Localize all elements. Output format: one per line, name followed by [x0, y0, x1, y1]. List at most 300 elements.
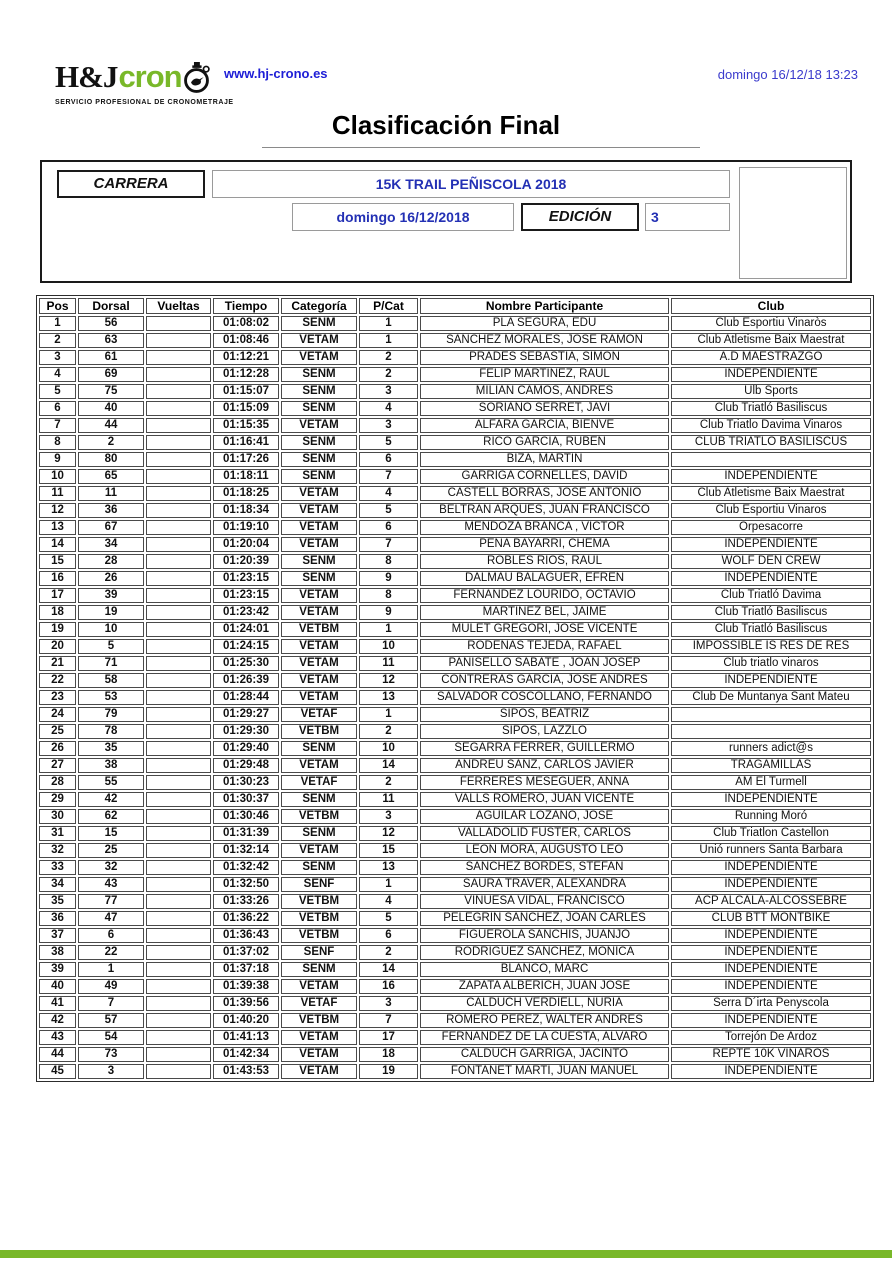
cell-tiempo: 01:23:15: [213, 588, 279, 603]
cell-pcat: 16: [359, 979, 418, 994]
cell-nombre: MARTINEZ BEL, JAIME: [420, 605, 669, 620]
column-header-dorsal: Dorsal: [78, 298, 144, 314]
cell-pos: 28: [39, 775, 76, 790]
cell-nombre: FERRERES MESEGUER, ANNA: [420, 775, 669, 790]
cell-categoria: VETAM: [281, 333, 357, 348]
cell-vueltas: [146, 656, 211, 671]
cell-club: CLUB BTT MONTBIKE: [671, 911, 871, 926]
cell-pos: 34: [39, 877, 76, 892]
cell-pcat: 5: [359, 911, 418, 926]
cell-dorsal: 58: [78, 673, 144, 688]
table-row: [39, 1047, 871, 1062]
table-row: [39, 1013, 871, 1028]
cell-nombre: SAURA TRAVER, ALEXANDRA: [420, 877, 669, 892]
cell-nombre: BLANCO, MARC: [420, 962, 669, 977]
cell-pos: 11: [39, 486, 76, 501]
cell-pcat: 6: [359, 520, 418, 535]
cell-vueltas: [146, 622, 211, 637]
cell-club: INDEPENDIENTE: [671, 367, 871, 382]
table-row: [39, 724, 871, 739]
cell-pcat: 4: [359, 486, 418, 501]
cell-nombre: MULET GREGORI, JOSE VICENTE: [420, 622, 669, 637]
race-info-box: [40, 160, 852, 283]
cell-categoria: VETAM: [281, 690, 357, 705]
cell-nombre: SANCHEZ BORDES, STEFAN: [420, 860, 669, 875]
cell-nombre: SIPOS, LAZZLO: [420, 724, 669, 739]
cell-club: INDEPENDIENTE: [671, 945, 871, 960]
cell-club: WOLF DEN CREW: [671, 554, 871, 569]
cell-tiempo: 01:17:26: [213, 452, 279, 467]
cell-tiempo: 01:39:56: [213, 996, 279, 1011]
cell-pos: 16: [39, 571, 76, 586]
table-row: [39, 333, 871, 348]
cell-categoria: SENM: [281, 367, 357, 382]
cell-club: Orpesacorre: [671, 520, 871, 535]
cell-vueltas: [146, 418, 211, 433]
cell-pcat: 6: [359, 928, 418, 943]
cell-vueltas: [146, 537, 211, 552]
cell-nombre: FONTANET MARTÍ, JUAN MANUEL: [420, 1064, 669, 1079]
edicion-value: 3: [645, 203, 730, 231]
table-row: [39, 707, 871, 722]
table-row: [39, 741, 871, 756]
cell-vueltas: [146, 809, 211, 824]
cell-pcat: 13: [359, 860, 418, 875]
cell-club: Club Esportiu Vinaros: [671, 503, 871, 518]
cell-pcat: 1: [359, 622, 418, 637]
cell-nombre: VALLADOLID FUSTER, CARLOS: [420, 826, 669, 841]
table-row: [39, 418, 871, 433]
cell-dorsal: 1: [78, 962, 144, 977]
cell-tiempo: 01:16:41: [213, 435, 279, 450]
table-row: [39, 928, 871, 943]
cell-tiempo: 01:30:37: [213, 792, 279, 807]
cell-dorsal: 69: [78, 367, 144, 382]
cell-pcat: 8: [359, 588, 418, 603]
table-row: [39, 588, 871, 603]
cell-club: Running Moró: [671, 809, 871, 824]
cell-pcat: 7: [359, 537, 418, 552]
cell-pos: 21: [39, 656, 76, 671]
cell-nombre: MILIÁN CAMÓS, ANDRÉS: [420, 384, 669, 399]
cell-dorsal: 80: [78, 452, 144, 467]
cell-pcat: 7: [359, 469, 418, 484]
cell-pcat: 7: [359, 1013, 418, 1028]
cell-categoria: VETAF: [281, 775, 357, 790]
cell-club: Club Triatló Basiliscus: [671, 605, 871, 620]
cell-categoria: VETBM: [281, 911, 357, 926]
cell-dorsal: 57: [78, 1013, 144, 1028]
cell-vueltas: [146, 486, 211, 501]
website-link[interactable]: www.hj-crono.es: [224, 66, 328, 81]
cell-nombre: PELEGRIN SANCHEZ, JOAN CARLES: [420, 911, 669, 926]
table-row: [39, 894, 871, 909]
table-row: [39, 1030, 871, 1045]
cell-dorsal: 7: [78, 996, 144, 1011]
cell-vueltas: [146, 384, 211, 399]
cell-club: Club Triatló Davima: [671, 588, 871, 603]
cell-vueltas: [146, 1030, 211, 1045]
cell-pos: 32: [39, 843, 76, 858]
cell-categoria: VETAM: [281, 605, 357, 620]
cell-club: Torrejón De Ardoz: [671, 1030, 871, 1045]
cell-pos: 43: [39, 1030, 76, 1045]
cell-pos: 38: [39, 945, 76, 960]
table-row: [39, 809, 871, 824]
cell-categoria: VETAF: [281, 996, 357, 1011]
cell-dorsal: 32: [78, 860, 144, 875]
cell-club: INDEPENDIENTE: [671, 1013, 871, 1028]
cell-vueltas: [146, 860, 211, 875]
table-row: [39, 537, 871, 552]
cell-nombre: FIGUEROLA SANCHIS, JUANJO: [420, 928, 669, 943]
cell-tiempo: 01:33:26: [213, 894, 279, 909]
cell-categoria: VETAM: [281, 639, 357, 654]
cell-pcat: 3: [359, 418, 418, 433]
cell-tiempo: 01:15:07: [213, 384, 279, 399]
cell-vueltas: [146, 979, 211, 994]
table-row: [39, 877, 871, 892]
cell-pos: 12: [39, 503, 76, 518]
cell-tiempo: 01:32:50: [213, 877, 279, 892]
cell-nombre: PANISELLO SABATE , JOAN JOSEP: [420, 656, 669, 671]
cell-pos: 15: [39, 554, 76, 569]
cell-categoria: VETAM: [281, 1047, 357, 1062]
edicion-label: EDICIÓN: [521, 203, 639, 231]
table-row: [39, 571, 871, 586]
cell-dorsal: 28: [78, 554, 144, 569]
race-date: domingo 16/12/2018: [292, 203, 514, 231]
table-row: [39, 911, 871, 926]
cell-dorsal: 42: [78, 792, 144, 807]
cell-categoria: VETAM: [281, 350, 357, 365]
cell-nombre: ANDREU SANZ, CARLOS JAVIER: [420, 758, 669, 773]
cell-pcat: 13: [359, 690, 418, 705]
cell-vueltas: [146, 639, 211, 654]
cell-club: INDEPENDIENTE: [671, 673, 871, 688]
cell-club: Ulb Sports: [671, 384, 871, 399]
cell-pos: 10: [39, 469, 76, 484]
column-header-club: Club: [671, 298, 871, 314]
cell-pos: 8: [39, 435, 76, 450]
cell-vueltas: [146, 333, 211, 348]
cell-nombre: LEON MORA, AUGUSTO LEO: [420, 843, 669, 858]
cell-club: INDEPENDIENTE: [671, 860, 871, 875]
cell-pcat: 1: [359, 316, 418, 331]
cell-club: REPTE 10K VINAROS: [671, 1047, 871, 1062]
cell-tiempo: 01:29:27: [213, 707, 279, 722]
table-row: [39, 486, 871, 501]
cell-tiempo: 01:24:01: [213, 622, 279, 637]
cell-tiempo: 01:18:34: [213, 503, 279, 518]
cell-pos: 42: [39, 1013, 76, 1028]
cell-pos: 45: [39, 1064, 76, 1079]
cell-categoria: VETAM: [281, 656, 357, 671]
cell-pos: 31: [39, 826, 76, 841]
cell-pcat: 10: [359, 639, 418, 654]
cell-pos: 13: [39, 520, 76, 535]
cell-pcat: 1: [359, 707, 418, 722]
cell-categoria: VETAM: [281, 520, 357, 535]
cell-dorsal: 54: [78, 1030, 144, 1045]
cell-pcat: 2: [359, 724, 418, 739]
cell-dorsal: 38: [78, 758, 144, 773]
cell-tiempo: 01:42:34: [213, 1047, 279, 1062]
cell-dorsal: 26: [78, 571, 144, 586]
cell-pos: 6: [39, 401, 76, 416]
table-row: [39, 792, 871, 807]
cell-categoria: VETAM: [281, 673, 357, 688]
cell-tiempo: 01:15:09: [213, 401, 279, 416]
cell-vueltas: [146, 316, 211, 331]
cell-nombre: RÓDENAS TEJEDA, RAFAEL: [420, 639, 669, 654]
logo-text-cron: cron: [118, 59, 182, 94]
cell-club: Club De Muntanya Sant Mateu: [671, 690, 871, 705]
cell-dorsal: 11: [78, 486, 144, 501]
cell-club: INDEPENDIENTE: [671, 792, 871, 807]
cell-pcat: 5: [359, 503, 418, 518]
cell-pcat: 18: [359, 1047, 418, 1062]
cell-tiempo: 01:19:10: [213, 520, 279, 535]
cell-categoria: SENM: [281, 316, 357, 331]
cell-dorsal: 2: [78, 435, 144, 450]
table-row: [39, 554, 871, 569]
cell-pos: 41: [39, 996, 76, 1011]
cell-tiempo: 01:36:43: [213, 928, 279, 943]
cell-nombre: PLA SEGURA, EDU: [420, 316, 669, 331]
cell-nombre: FERNÁNDEZ DE LA CUESTA, ALVARO: [420, 1030, 669, 1045]
cell-club: INDEPENDIENTE: [671, 877, 871, 892]
cell-dorsal: 49: [78, 979, 144, 994]
cell-vueltas: [146, 945, 211, 960]
cell-vueltas: [146, 894, 211, 909]
cell-vueltas: [146, 877, 211, 892]
cell-vueltas: [146, 758, 211, 773]
cell-tiempo: 01:28:44: [213, 690, 279, 705]
table-row: [39, 469, 871, 484]
cell-pcat: 11: [359, 656, 418, 671]
table-row: [39, 520, 871, 535]
cell-tiempo: 01:32:42: [213, 860, 279, 875]
cell-pcat: 6: [359, 452, 418, 467]
cell-pcat: 19: [359, 1064, 418, 1079]
cell-tiempo: 01:43:53: [213, 1064, 279, 1079]
cell-vueltas: [146, 503, 211, 518]
logo-text-hj: H&J: [55, 59, 118, 94]
cell-vueltas: [146, 741, 211, 756]
cell-nombre: ROBLES RIOS, RAUL: [420, 554, 669, 569]
cell-vueltas: [146, 928, 211, 943]
cell-club: A.D MAESTRAZGO: [671, 350, 871, 365]
cell-tiempo: 01:23:15: [213, 571, 279, 586]
cell-categoria: VETBM: [281, 622, 357, 637]
cell-club: Club Atletisme Baix Maestrat: [671, 333, 871, 348]
cell-categoria: SENM: [281, 384, 357, 399]
cell-tiempo: 01:12:28: [213, 367, 279, 382]
table-header-row: [39, 298, 871, 314]
table-row: [39, 945, 871, 960]
cell-categoria: SENM: [281, 554, 357, 569]
cell-club: INDEPENDIENTE: [671, 1064, 871, 1079]
table-row: [39, 503, 871, 518]
cell-club: Unió runners Santa Barbara: [671, 843, 871, 858]
cell-categoria: SENM: [281, 792, 357, 807]
cell-categoria: VETAM: [281, 1064, 357, 1079]
cell-pcat: 17: [359, 1030, 418, 1045]
cell-nombre: SALVADOR COSCOLLANO, FERNANDO: [420, 690, 669, 705]
cell-vueltas: [146, 724, 211, 739]
cell-nombre: ZAPATA ALBERICH, JUAN JOSE: [420, 979, 669, 994]
cell-vueltas: [146, 367, 211, 382]
cell-nombre: CASTELL BORRAS, JOSE ANTONIO: [420, 486, 669, 501]
cell-categoria: SENM: [281, 860, 357, 875]
cell-club: INDEPENDIENTE: [671, 537, 871, 552]
cell-vueltas: [146, 1047, 211, 1062]
page-title: Clasificación Final: [331, 110, 561, 140]
table-row: [39, 316, 871, 331]
table-row: [39, 673, 871, 688]
cell-tiempo: 01:31:39: [213, 826, 279, 841]
cell-vueltas: [146, 520, 211, 535]
cell-pcat: 3: [359, 996, 418, 1011]
cell-pos: 4: [39, 367, 76, 382]
cell-nombre: ALFARA GARCIA, BIENVE: [420, 418, 669, 433]
cell-pos: 37: [39, 928, 76, 943]
cell-tiempo: 01:36:22: [213, 911, 279, 926]
cell-categoria: VETAM: [281, 486, 357, 501]
cell-club: Club Triatló Basiliscus: [671, 622, 871, 637]
cell-club: INDEPENDIENTE: [671, 469, 871, 484]
cell-pos: 40: [39, 979, 76, 994]
cell-pcat: 12: [359, 673, 418, 688]
cell-vueltas: [146, 554, 211, 569]
table-row: [39, 435, 871, 450]
cell-vueltas: [146, 452, 211, 467]
cell-pos: 7: [39, 418, 76, 433]
cell-nombre: VALLS ROMERO, JUAN VICENTE: [420, 792, 669, 807]
cell-tiempo: 01:29:48: [213, 758, 279, 773]
cell-pcat: 3: [359, 384, 418, 399]
cell-club: AM El Turmell: [671, 775, 871, 790]
cell-pcat: 1: [359, 877, 418, 892]
cell-pos: 33: [39, 860, 76, 875]
cell-club: ACP ALCALA-ALCOSSEBRE: [671, 894, 871, 909]
print-datetime: domingo 16/12/18 13:23: [717, 67, 858, 82]
cell-categoria: VETBM: [281, 928, 357, 943]
column-header-pcat: P/Cat: [359, 298, 418, 314]
cell-pcat: 2: [359, 945, 418, 960]
cell-dorsal: 78: [78, 724, 144, 739]
cell-vueltas: [146, 673, 211, 688]
cell-tiempo: 01:18:25: [213, 486, 279, 501]
cell-pcat: 8: [359, 554, 418, 569]
cell-dorsal: 62: [78, 809, 144, 824]
cell-categoria: VETAM: [281, 1030, 357, 1045]
cell-pos: 27: [39, 758, 76, 773]
cell-pos: 25: [39, 724, 76, 739]
table-row: [39, 350, 871, 365]
cell-pos: 18: [39, 605, 76, 620]
cell-tiempo: 01:24:15: [213, 639, 279, 654]
cell-categoria: VETAM: [281, 758, 357, 773]
cell-vueltas: [146, 401, 211, 416]
cell-nombre: AGUILAR LOZANO, JOSE: [420, 809, 669, 824]
cell-dorsal: 19: [78, 605, 144, 620]
cell-tiempo: 01:30:23: [213, 775, 279, 790]
cell-club: [671, 452, 871, 467]
cell-vueltas: [146, 843, 211, 858]
cell-categoria: VETBM: [281, 894, 357, 909]
table-row: [39, 639, 871, 654]
race-logo-placeholder: [739, 167, 847, 279]
hjcrono-logo: [55, 60, 234, 106]
cell-vueltas: [146, 690, 211, 705]
cell-pcat: 10: [359, 741, 418, 756]
cell-tiempo: 01:12:21: [213, 350, 279, 365]
cell-vueltas: [146, 469, 211, 484]
cell-pcat: 5: [359, 435, 418, 450]
cell-categoria: SENF: [281, 945, 357, 960]
cell-pos: 30: [39, 809, 76, 824]
cell-club: runners adict@s: [671, 741, 871, 756]
cell-club: [671, 707, 871, 722]
cell-club: CLUB TRIATLO BASILISCUS: [671, 435, 871, 450]
cell-tiempo: 01:20:04: [213, 537, 279, 552]
cell-vueltas: [146, 588, 211, 603]
cell-club: INDEPENDIENTE: [671, 571, 871, 586]
cell-categoria: VETBM: [281, 724, 357, 739]
cell-dorsal: 75: [78, 384, 144, 399]
cell-nombre: CALDUCH VERDIELL, NÚRIA: [420, 996, 669, 1011]
cell-pcat: 2: [359, 367, 418, 382]
cell-nombre: SORIANO SERRET, JAVI: [420, 401, 669, 416]
cell-pos: 23: [39, 690, 76, 705]
table-row: [39, 826, 871, 841]
cell-pos: 5: [39, 384, 76, 399]
cell-pos: 22: [39, 673, 76, 688]
cell-pcat: 12: [359, 826, 418, 841]
cell-pos: 24: [39, 707, 76, 722]
cell-dorsal: 47: [78, 911, 144, 926]
column-header-nombre: Nombre Participante: [420, 298, 669, 314]
cell-tiempo: 01:26:39: [213, 673, 279, 688]
cell-tiempo: 01:29:40: [213, 741, 279, 756]
cell-nombre: PEÑA BAYARRI, CHEMA: [420, 537, 669, 552]
cell-pcat: 11: [359, 792, 418, 807]
cell-nombre: CONTRERAS GARCÍA, JOSÉ ANDRÉS: [420, 673, 669, 688]
cell-dorsal: 43: [78, 877, 144, 892]
cell-nombre: BELTRAN ARQUES, JUAN FRANCISCO: [420, 503, 669, 518]
cell-categoria: VETAF: [281, 707, 357, 722]
cell-tiempo: 01:08:02: [213, 316, 279, 331]
cell-vueltas: [146, 775, 211, 790]
cell-pcat: 3: [359, 809, 418, 824]
cell-nombre: BIZA, MARTIN: [420, 452, 669, 467]
cell-pcat: 2: [359, 775, 418, 790]
results-tbody: [39, 316, 871, 1079]
cell-pos: 14: [39, 537, 76, 552]
cell-pos: 35: [39, 894, 76, 909]
cell-pos: 2: [39, 333, 76, 348]
cell-categoria: VETAM: [281, 537, 357, 552]
cell-categoria: SENM: [281, 469, 357, 484]
cell-pos: 26: [39, 741, 76, 756]
cell-nombre: PRADES SEBASTIA, SIMON: [420, 350, 669, 365]
cell-tiempo: 01:40:20: [213, 1013, 279, 1028]
cell-tiempo: 01:37:18: [213, 962, 279, 977]
column-header-tiempo: Tiempo: [213, 298, 279, 314]
cell-categoria: SENM: [281, 435, 357, 450]
